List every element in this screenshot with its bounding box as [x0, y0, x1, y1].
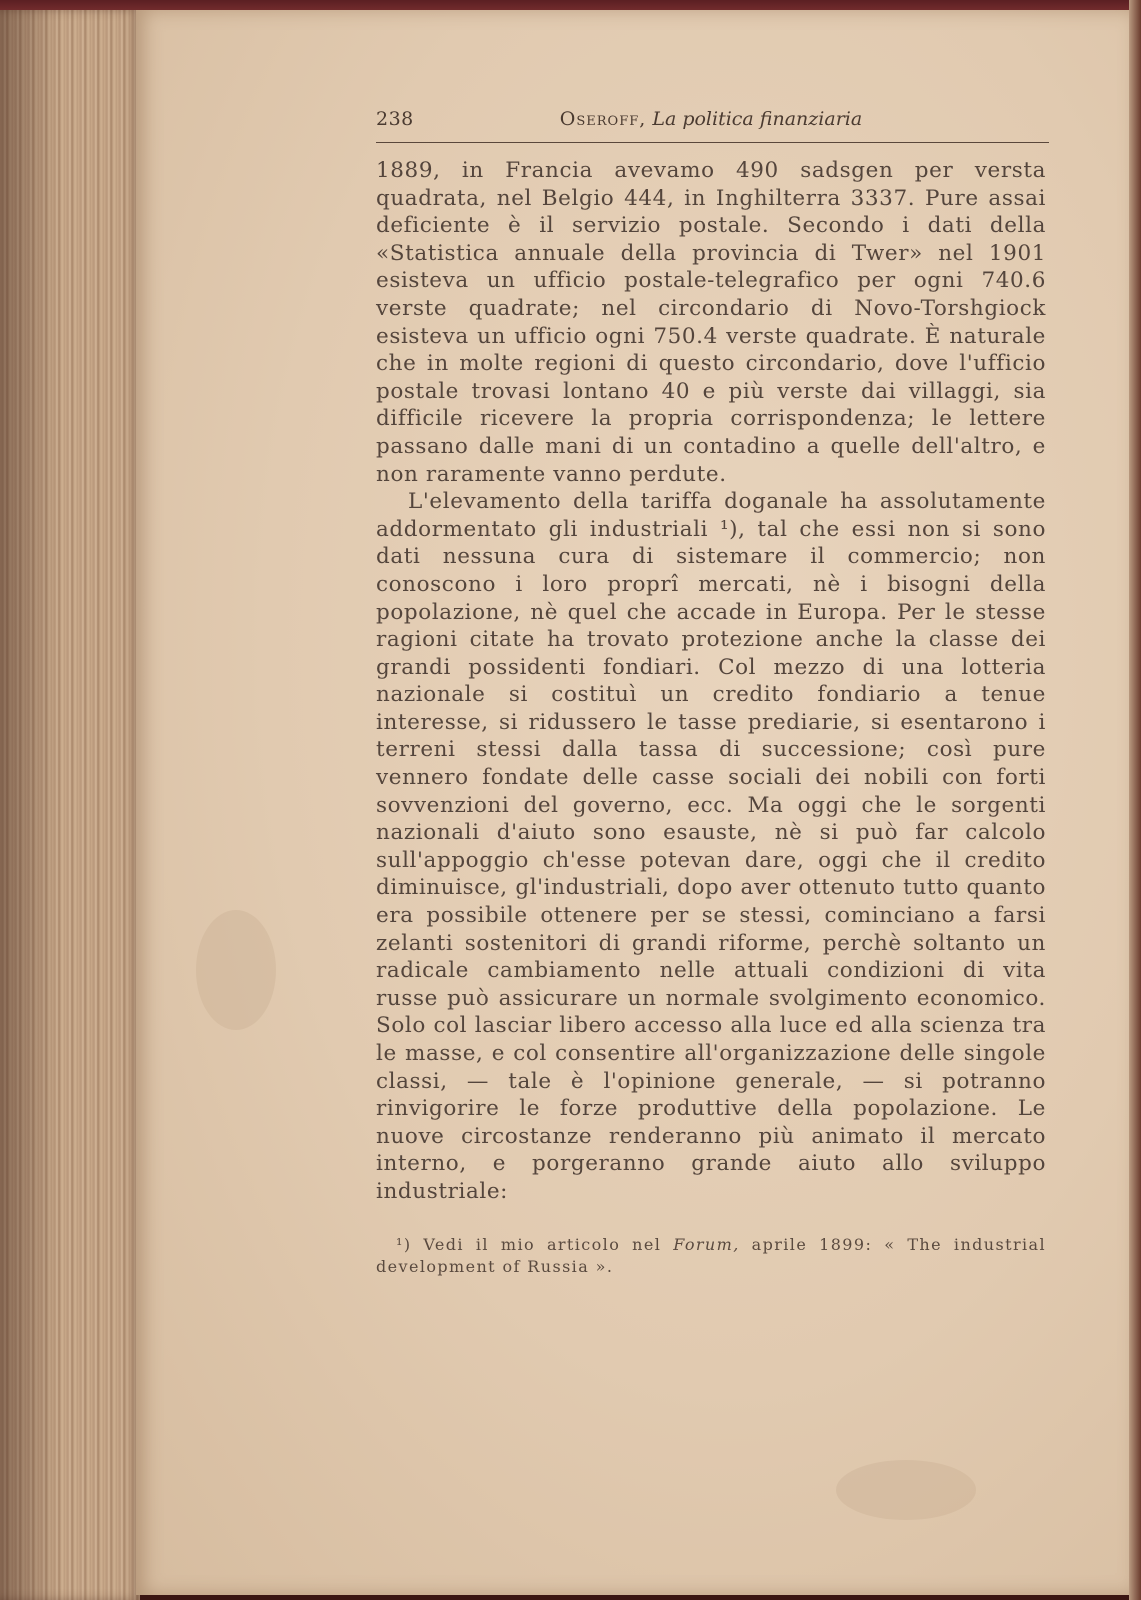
footnote-text-after: aprile 1899: « The industrial development of Russia ». [376, 1234, 1046, 1276]
footnote-text-before: Vedi il mio articolo nel [423, 1234, 662, 1254]
running-head [376, 102, 1046, 132]
page-number: 238 [376, 108, 414, 130]
right-page-edge [1129, 0, 1141, 1600]
paper-stain [196, 910, 276, 1030]
book-page [136, 10, 1129, 1595]
page-edges [0, 10, 140, 1600]
footnote [376, 1234, 1046, 1278]
text-block [376, 102, 1046, 1278]
running-head-author: Oseroff, [559, 108, 647, 130]
footnote-work-title: Forum, [673, 1234, 740, 1254]
body-text [376, 157, 1046, 1206]
running-title [376, 108, 1046, 130]
header-rule [376, 142, 1049, 143]
paragraph-1: 1889, in Francia avevamo 490 sadsgen per versta quadrata, nel Belgio 444, in Inghilterra 3337. Pure assai deficiente è il servizio postale. Secondo i dati della «Statistica annuale della provincia di Twer» nel 1901 esisteva un ufficio postale-telegrafico per ogni 740.6 verste quadrate; nel circondario di Novo-Torshgiock esisteva un ufficio ogni 750.4 verste quadrate. È naturale che in molte regioni di questo circondario, dove l'ufficio postale trovasi lontano 40 e più verste dai villaggi, sia difficile ricevere la propria corrispondenza; le lettere passano dalle mani di un contadino a quelle dell'altro, e non raramente vanno perdute. [376, 158, 1046, 487]
footnote-marker: ¹) [396, 1234, 412, 1254]
paragraph-2: L'elevamento della tariffa doganale ha assolutamente addormentato gli industriali ¹), tal che essi non si sono dati nessuna cura di sistemare il commercio; non conoscono i loro proprî mercati, nè i bisogni della popolazione, nè quel che accade in Europa. Per le stesse ragioni citate ha trovato protezione anche la classe dei grandi possidenti fondiari. Col mezzo di una lotteria nazionale si costituì un credito fondiario a tenue interesse, si ridussero le tasse prediarie, si esentarono i terreni stessi dalla tassa di successione; così pure vennero fondate delle casse sociali dei nobili con forti sovvenzioni del governo, ecc. Ma oggi che le sorgenti nazionali d'aiuto sono esauste, nè si può far calcolo sull'appoggio ch'esse potevan dare, oggi che il credito diminuisce, gl'industriali, dopo aver ottenuto tutto quanto era possibile ottenere per se stessi, cominciano a farsi zelanti sostenitori di grandi riforme, perchè soltanto un radicale cambiamento nelle attuali condizioni di vita russe può assicurare un normale svolgimento economico. Solo col lasciar libero accesso alla luce ed alla scienza tra le masse, e col consentire all'organizzazione delle singole classi, — tale è l'opinione generale, — si potranno rinvigorire le forze produttive della popolazione. Le nuove circostanze renderanno più animato il mercato interno, e porgeranno grande aiuto allo sviluppo industriale: [376, 489, 1046, 1204]
paper-stain [836, 1460, 976, 1520]
running-head-work: La politica finanziaria [652, 108, 863, 130]
